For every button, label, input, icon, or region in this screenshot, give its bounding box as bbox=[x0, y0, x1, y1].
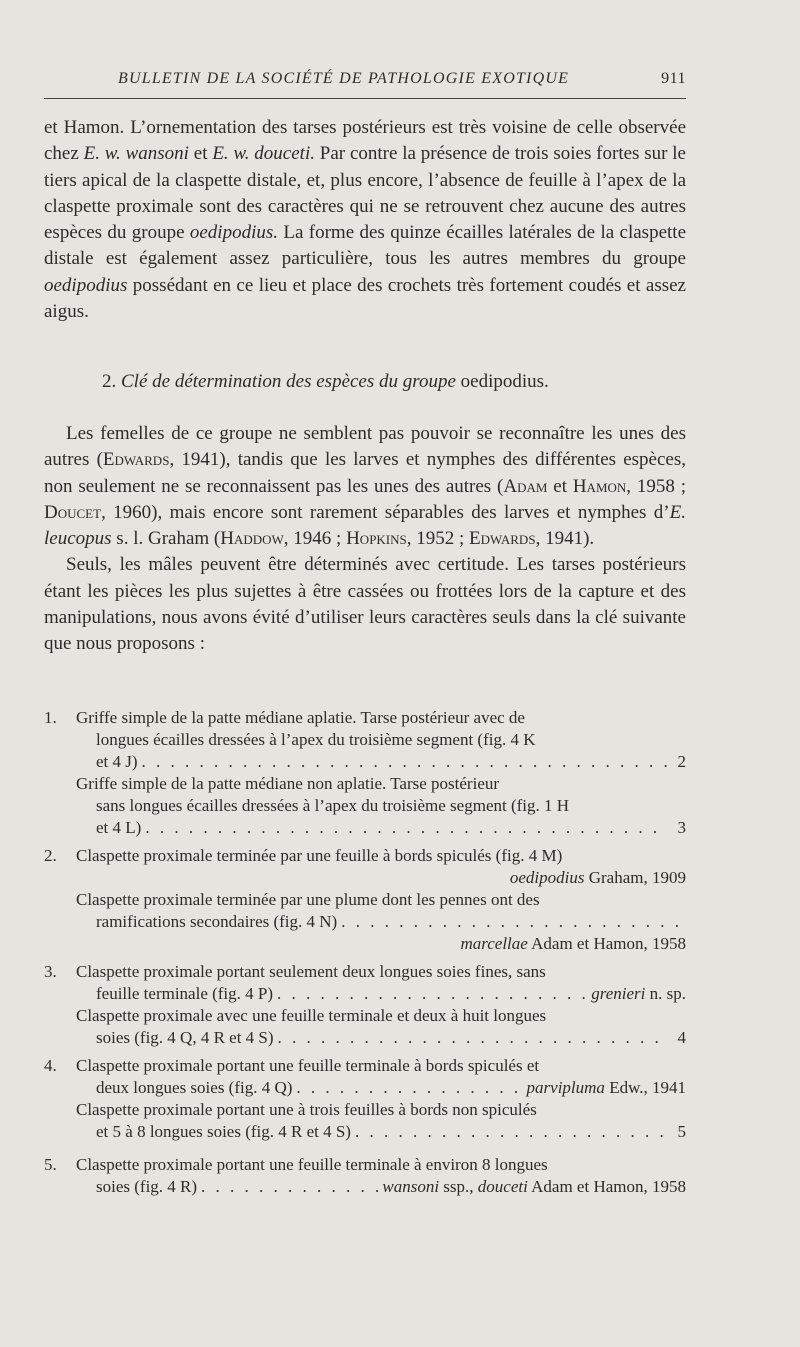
section-heading: 2. Clé de détermination des espèces du groupe oedipodius. bbox=[102, 371, 549, 392]
key-couplet-2: 2. Claspette proximale terminée par une feuille à bords spiculés (fig. 4 M) oedipodius Graham, 1909 Claspette proximale terminée par une plume dont les pennes ont des ramifications secondaires (fig. 4 N) . . . marcellae Adam et Hamon, 1958 bbox=[44, 845, 686, 955]
key-couplet-3: 3. Claspette proximale portant seulement deux longues soies fines, sans feuille terminale (fig. 4 P) . . . grenieri n. sp. Claspette proximale avec une feuille terminale et deux à huit longues soies (fig. 4 Q, 4 R et 4 S) . . . 4 bbox=[44, 961, 686, 1049]
key-couplet-4: 4. Claspette proximale portant une feuille terminale à bords spiculés et deux longues soies (fig. 4 Q) . . . parvipluma Edw., 1941 Claspette proximale portant une à trois feuilles à bords non spiculés et 5 à 8 longues soies (fig. 4 R et 4 S) . . . 5 bbox=[44, 1055, 686, 1143]
page-header bbox=[118, 68, 688, 92]
paragraph-continuation: et Hamon. L’ornementation des tarses postérieurs est très voisine de celle observée chez E. w. wansoni et E. w. douceti. Par contre la présence de trois soies fortes sur le tiers apical de la claspette distale, et, plus encore, l’absence de feuille à l’apex de la claspette proximale sont des caractères qui ne se retrouvent chez aucune des autres espèces du groupe oedipodius. La forme des quinze écailles latérales de la claspette distale est également assez particulière, tous les autres membres du groupe oedipodius possédant en ce lieu et place des crochets très fortement coudés et assez aigus. bbox=[44, 117, 686, 323]
header-rule bbox=[44, 98, 686, 99]
key-couplet-1: 1. Griffe simple de la patte médiane aplatie. Tarse postérieur avec de longues écailles dressées à l’apex du troisième segment (fig. 4 K et 4 J) . . . 2 Griffe simple de la patte médiane non aplatie. Tarse postérieur sans longues écailles dressées à l’apex du troisième segment (fig. 1 H et 4 L) . . . 3 bbox=[44, 707, 686, 839]
running-head: BULLETIN DE LA SOCIÉTÉ DE PATHOLOGIE EXOTIQUE bbox=[118, 70, 570, 87]
key-couplet-5: 5. Claspette proximale portant une feuille terminale à environ 8 longues soies (fig. 4 R) . . . wansoni ssp., douceti Adam et Hamon, 1958 bbox=[44, 1154, 686, 1198]
paragraph-females: Les femelles de ce groupe ne semblent pas pouvoir se reconnaître les unes des autres (Edwards, 1941), tandis que les larves et nymphes des différentes espèces, non seulement ne se reconnaissent pas les unes des autres (Adam et Hamon, 1958 ; Doucet, 1960), mais encore sont rarement séparables des larves et nymphes d’E. leucopus s. l. Graham (Haddow, 1946 ; Hopkins, 1952 ; Edwards, 1941). Seuls, les mâles peuvent être déterminés avec certitude. Les tarses postérieurs étant les pièces les plus sujettes à être cassées ou frottées lors de la capture et des manipulations, nous avons évité d’utiliser leurs caractères seuls dans la clé suivante que nous proposons : bbox=[44, 421, 686, 658]
paragraph-males: Seuls, les mâles peuvent être déterminés avec certitude. Les tarses postérieurs étant les pièces les plus sujettes à être cassées ou frottées lors de la capture et des manipulations, nous avons évité d’utiliser leurs caractères seuls dans la clé suivante que nous proposons : bbox=[44, 554, 686, 655]
page-number: 911 bbox=[661, 70, 686, 87]
